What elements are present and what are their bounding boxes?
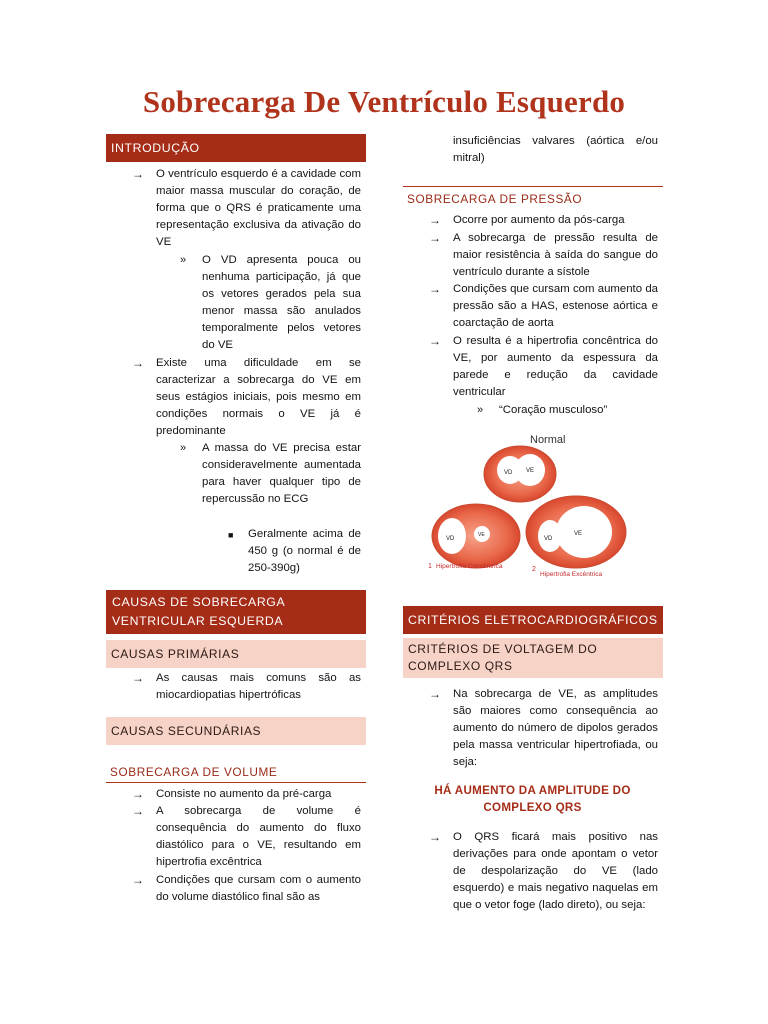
left-column-bullets-3: [106, 0, 366, 1024]
subsection-header-pressao: SOBRECARGA DE PRESSÃO: [403, 186, 663, 209]
label-normal: Normal: [530, 434, 566, 446]
subsection-header-volume: SOBRECARGA DE VOLUME: [106, 762, 366, 783]
label-vd: VD: [504, 470, 513, 476]
bullet-text: Na sobrecarga de VE, as amplitudes são maiores como consequência ao aumento do número de dipolos gerados pela massa ventricular hipertrofiada, ou seja:: [453, 688, 658, 769]
bullet-text: Ocorre por aumento da pós-carga: [453, 214, 625, 226]
bullet-text: Existe uma dificuldade em se caracterizar a sobrecarga do VE em seus estágios iniciais, pois mesmo em condições normais o VE já é predominante: [156, 357, 361, 438]
label-ve: VE: [478, 532, 485, 538]
arrow-marker-icon: →: [132, 787, 144, 801]
bullet-text: A sobrecarga de pressão resulta de maior resistência à saída do sangue do ventrículo durante a sístole: [453, 232, 658, 279]
arrow-marker-icon: →: [429, 213, 441, 227]
subsection-header-secundarias: CAUSAS SECUNDÁRIAS: [106, 717, 366, 745]
arrow-marker-icon: →: [132, 671, 144, 685]
arrow-marker-icon: →: [132, 167, 144, 181]
section-header-criterios: CRITÉRIOS ELETROCARDIOGRÁFICOS: [403, 606, 663, 634]
arrow-marker-icon: →: [429, 687, 441, 701]
subsection-header-voltagem: CRITÉRIOS DE VOLTAGEM DO COMPLEXO QRS: [403, 638, 663, 678]
label-concentric: Hipertrofia Concêntrica: [436, 563, 503, 570]
label-eccentric: Hipertrofia Excêntrica: [540, 571, 603, 578]
bullet-text: O VD apresenta pouca ou nenhuma participação, já que os vetores gerados pela sua menor massa são anulados temporalmente pelos vetores do VE: [202, 254, 361, 352]
arrow-marker-icon: →: [429, 830, 441, 844]
bullet-text: A sobrecarga de volume é consequência do aumento do fluxo diastólico para o VE, resultando em hipertrofia excêntrica: [156, 805, 361, 869]
chevron-marker-icon: »: [180, 254, 187, 266]
label-vd: VD: [544, 536, 553, 542]
arrow-marker-icon: →: [429, 334, 441, 348]
bullet-text: Condições que cursam com aumento da pressão são a HAS, estenose aórtica e coarctação de aorta: [453, 283, 658, 330]
bullet-text: “Coração musculoso”: [499, 404, 608, 416]
right-column-bullets-3: [403, 0, 663, 1024]
bullet-text: O QRS ficará mais positivo nas derivações para onde apontam o vetor de despolarização do VE (lado esquerdo) e mais negativo naquelas em que o vetor foge (lado direto), ou seja:: [453, 831, 658, 912]
bullet-text: As causas mais comuns são as miocardiopatias hipertróficas: [156, 672, 361, 702]
arrow-marker-icon: →: [429, 231, 441, 245]
section-header-introducao: INTRODUÇÃO: [106, 134, 366, 162]
bullet-text: A massa do VE precisa estar consideravelmente aumentada para haver qualquer tipo de repercussão no ECG: [202, 442, 361, 506]
square-marker-icon: ■: [228, 530, 234, 540]
bullet-volume-1: [132, 786, 361, 803]
bullet-text: Consiste no aumento da pré-carga: [156, 788, 332, 800]
bullet-volume-2: [132, 803, 361, 871]
section-header-causas: CAUSAS DE SOBRECARGA VENTRICULAR ESQUERDA: [106, 590, 366, 634]
label-vd: VD: [446, 536, 455, 542]
bullet-text: Condições que cursam com o aumento do volume diastólico final são as: [156, 874, 361, 904]
chevron-marker-icon: »: [180, 442, 187, 454]
aumento-amplitude-title: HÁ AUMENTO DA AMPLITUDE DO COMPLEXO QRS: [434, 784, 631, 814]
page-title: Sobrecarga De Ventrículo Esquerdo: [142, 84, 626, 119]
arrow-marker-icon: →: [132, 804, 144, 818]
arrow-marker-icon: →: [132, 873, 144, 887]
bullet-qrs-1: [429, 829, 658, 914]
bullet-text: O ventrículo esquerdo é a cavidade com maior massa muscular do coração, de forma que o QRS é praticamente uma representação exclusiva da ativação do VE: [156, 168, 361, 249]
bullet-volume-3: [132, 872, 361, 906]
subsection-header-primarias: CAUSAS PRIMÁRIAS: [106, 640, 366, 668]
label-ve: VE: [526, 468, 535, 474]
bullet-text: Geralmente acima de 450 g (o normal é de 250-390g): [248, 528, 361, 575]
label-number-2: 2: [532, 566, 536, 573]
arrow-marker-icon: →: [429, 282, 441, 296]
bullet-text: O resulta é a hipertrofia concêntrica do VE, por aumento da espessura da parede e redução da cavidade ventricular: [453, 335, 658, 399]
label-ve: VE: [574, 531, 583, 537]
continued-text: insuficiências valvares (aórtica e/ou mitral): [453, 135, 658, 165]
chevron-marker-icon: »: [477, 404, 484, 416]
label-number-1: 1: [428, 563, 432, 570]
arrow-marker-icon: →: [132, 356, 144, 370]
